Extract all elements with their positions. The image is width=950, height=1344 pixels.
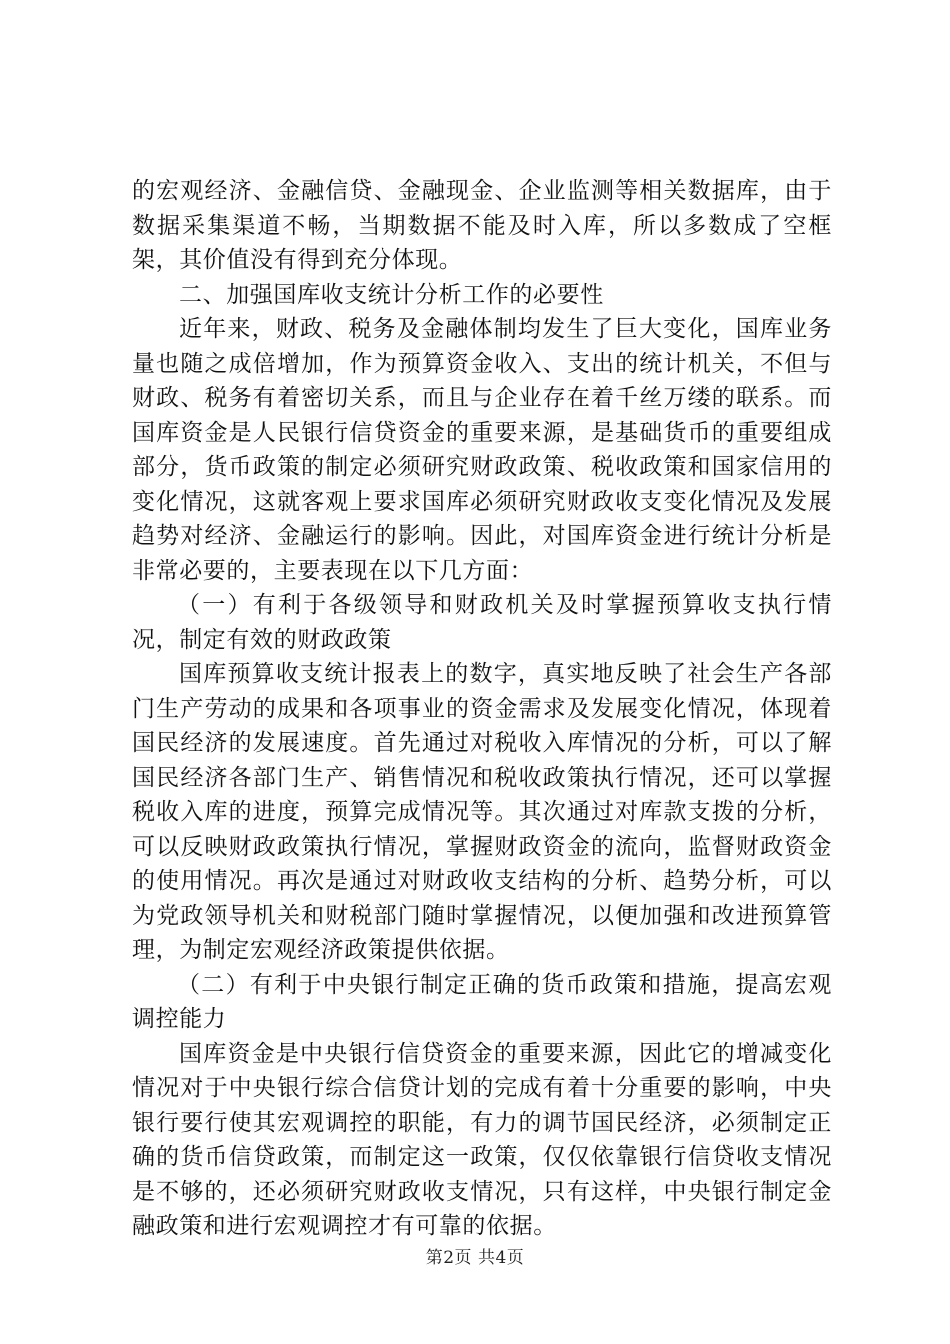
- paragraph: 国库资金是中央银行信贷资金的重要来源，因此它的增减变化情况对于中央银行综合信贷计划的完成有着十分重要的影响，中央银行要行使其宏观调控的职能，有力的调节国民经济，必须制定正确的货币信贷政策，而制定这一政策，仅仅依靠银行信贷收支情况是不够的，还必须研究财政收支情况，只有这样，中央银行制定金融政策和进行宏观调控才有可靠的依据。: [132, 1040, 832, 1239]
- page-number-footer: 第2页 共4页: [425, 1248, 525, 1268]
- document-body: [132, 174, 832, 1244]
- subsection-heading: （二）有利于中央银行制定正确的货币政策和措施，提高宏观调控能力: [132, 971, 832, 1032]
- paragraph: 近年来，财政、税务及金融体制均发生了巨大变化，国库业务量也随之成倍增加，作为预算资金收入、支出的统计机关，不但与财政、税务有着密切关系，而且与企业存在着千丝万缕的联系。而国库资金是人民银行信贷资金的重要来源，是基础货币的重要组成部分，货币政策的制定必须研究财政政策、税收政策和国家信用的变化情况，这就客观上要求国库必须研究财政收支变化情况及发展趋势对经济、金融运行的影响。因此，对国库资金进行统计分析是非常必要的，主要表现在以下几方面：: [132, 316, 832, 584]
- paragraph: 国库预算收支统计报表上的数字，真实地反映了社会生产各部门生产劳动的成果和各项事业的资金需求及发展变化情况，体现着国民经济的发展速度。首先通过对税收入库情况的分析，可以了解国民经济各部门生产、销售情况和税收政策执行情况，还可以掌握税收入库的进度，预算完成情况等。其次通过对库款支拨的分析，可以反映财政政策执行情况，掌握财政资金的流向，监督财政资金的使用情况。再次是通过对财政收支结构的分析、趋势分析，可以为党政领导机关和财税部门随时掌握情况，以便加强和改进预算管理，为制定宏观经济政策提供依据。: [132, 661, 832, 963]
- section-heading: 二、加强国库收支统计分析工作的必要性: [179, 281, 604, 308]
- paragraph-continuation: 的宏观经济、金融信贷、金融现金、企业监测等相关数据库，由于数据采集渠道不畅，当期数据不能及时入库，所以多数成了空框架，其价值没有得到充分体现。: [132, 178, 832, 273]
- subsection-heading: （一）有利于各级领导和财政机关及时掌握预算收支执行情况，制定有效的财政政策: [132, 592, 832, 653]
